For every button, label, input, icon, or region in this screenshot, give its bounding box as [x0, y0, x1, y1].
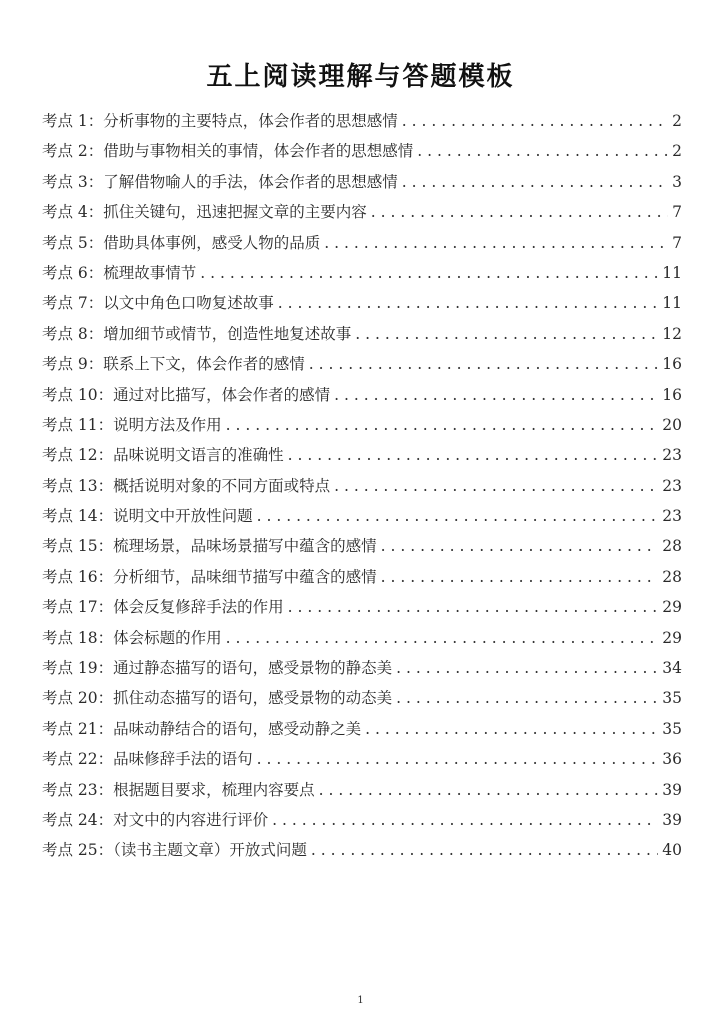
toc-entry-label: 考点 14：说明文中开放性问题: [42, 507, 253, 526]
toc-entry-label: 考点 7：以文中角色口吻复述故事: [42, 294, 274, 313]
toc-entry[interactable]: [42, 383, 682, 413]
toc-entry-page: 34: [662, 659, 682, 678]
toc-entry-page: 29: [662, 628, 682, 647]
toc-entry-label: 考点 13：概括说明对象的不同方面或特点: [42, 476, 331, 495]
toc-entry-label: 考点 23：根据题目要求，梳理内容要点: [42, 780, 315, 799]
toc-leader-dots: [381, 537, 659, 555]
toc-leader-dots: [288, 446, 659, 464]
toc-entry[interactable]: [42, 504, 682, 534]
toc-leader-dots: [402, 173, 668, 191]
toc-entry-label: 考点 11：说明方法及作用: [42, 415, 222, 434]
toc-entry-page: 23: [662, 446, 682, 465]
toc-entry[interactable]: [42, 109, 682, 139]
toc-leader-dots: [324, 234, 668, 252]
toc-entry-page: 28: [662, 537, 682, 556]
toc-entry-label: 考点 22：品味修辞手法的语句: [42, 750, 253, 769]
toc-entry[interactable]: [42, 200, 682, 230]
toc-entry-page: 16: [662, 385, 682, 404]
toc-entry[interactable]: [42, 261, 682, 291]
toc-entry[interactable]: [42, 717, 682, 747]
toc-entry-label: 考点 16：分析细节，品味细节描写中蕴含的感情: [42, 567, 377, 586]
toc-entry[interactable]: [42, 413, 682, 443]
toc-entry-page: 23: [662, 476, 682, 495]
toc-entry-label: 考点 2：借助与事物相关的事情，体会作者的思想感情: [42, 142, 414, 161]
toc-entry-page: 23: [662, 507, 682, 526]
toc-leader-dots: [309, 355, 658, 373]
toc-entry[interactable]: [42, 747, 682, 777]
toc-leader-dots: [355, 325, 658, 343]
table-of-contents: [42, 109, 682, 869]
toc-leader-dots: [288, 598, 659, 616]
toc-entry-label: 考点 17：体会反复修辞手法的作用: [42, 598, 284, 617]
document-title: 五上阅读理解与答题模板: [206, 62, 515, 92]
toc-leader-dots: [417, 142, 668, 160]
toc-leader-dots: [396, 689, 658, 707]
toc-entry-page: 40: [662, 841, 682, 860]
toc-entry-page: 35: [662, 689, 682, 708]
toc-entry-page: 7: [672, 203, 682, 222]
toc-leader-dots: [381, 568, 659, 586]
toc-leader-dots: [334, 386, 658, 404]
toc-entry[interactable]: [42, 474, 682, 504]
toc-entry[interactable]: [42, 170, 682, 200]
toc-leader-dots: [257, 507, 659, 525]
toc-entry-label: 考点 4：抓住关键句，迅速把握文章的主要内容: [42, 203, 367, 222]
toc-entry[interactable]: [42, 565, 682, 595]
toc-entry[interactable]: [42, 322, 682, 352]
toc-leader-dots: [311, 841, 658, 859]
toc-entry[interactable]: [42, 231, 682, 261]
toc-entry-label: 考点 24：对文中的内容进行评价: [42, 810, 269, 829]
toc-entry[interactable]: [42, 443, 682, 473]
toc-entry-label: 考点 9：联系上下文，体会作者的感情: [42, 355, 305, 374]
toc-entry-page: 11: [662, 263, 682, 282]
toc-leader-dots: [371, 203, 668, 221]
toc-entry[interactable]: [42, 352, 682, 382]
toc-entry[interactable]: [42, 626, 682, 656]
toc-leader-dots: [278, 294, 658, 312]
toc-leader-dots: [365, 720, 658, 738]
toc-leader-dots: [396, 659, 658, 677]
toc-entry-label: 考点 18：体会标题的作用: [42, 628, 222, 647]
toc-entry[interactable]: [42, 656, 682, 686]
toc-leader-dots: [272, 811, 658, 829]
toc-entry[interactable]: [42, 534, 682, 564]
toc-entry-label: 考点 1：分析事物的主要特点，体会作者的思想感情: [42, 112, 398, 130]
toc-entry-label: 考点 6：梳理故事情节: [42, 263, 197, 282]
toc-leader-dots: [257, 750, 659, 768]
toc-entry-label: 考点 25：（读书主题文章）开放式问题: [42, 841, 307, 860]
toc-entry-page: 12: [662, 324, 682, 343]
toc-entry-label: 考点 20：抓住动态描写的语句，感受景物的动态美: [42, 689, 393, 708]
toc-entry-page: 2: [672, 142, 682, 161]
toc-entry-page: 7: [672, 233, 682, 252]
toc-entry-page: 28: [662, 567, 682, 586]
toc-entry-page: 20: [662, 415, 682, 434]
toc-entry[interactable]: [42, 139, 682, 169]
toc-entry-page: 35: [662, 719, 682, 738]
toc-entry-page: 16: [662, 355, 682, 374]
toc-entry-page: 39: [662, 810, 682, 829]
toc-leader-dots: [402, 112, 668, 130]
toc-entry-page: 11: [662, 294, 682, 313]
toc-leader-dots: [200, 264, 658, 282]
toc-entry-label: 考点 19：通过静态描写的语句，感受景物的静态美: [42, 659, 393, 678]
toc-entry-label: 考点 8：增加细节或情节，创造性地复述故事: [42, 324, 352, 343]
toc-leader-dots: [226, 416, 659, 434]
toc-entry-label: 考点 15：梳理场景，品味场景描写中蕴含的感情: [42, 537, 377, 556]
toc-entry-page: 2: [672, 112, 682, 130]
toc-entry-page: 29: [662, 598, 682, 617]
toc-entry[interactable]: [42, 808, 682, 838]
toc-entry-label: 考点 12：品味说明文语言的准确性: [42, 446, 284, 465]
toc-leader-dots: [334, 477, 658, 495]
toc-entry-page: 39: [662, 780, 682, 799]
toc-entry-label: 考点 3：了解借物喻人的手法，体会作者的思想感情: [42, 172, 398, 191]
toc-entry-label: 考点 10：通过对比描写，体会作者的感情: [42, 385, 331, 404]
toc-entry-label: 考点 5：借助具体事例，感受人物的品质: [42, 233, 321, 252]
toc-entry-label: 考点 21：品味动静结合的语句，感受动静之美: [42, 719, 362, 738]
page-number: 1: [357, 995, 364, 1006]
toc-entry-page: 36: [662, 750, 682, 769]
toc-leader-dots: [226, 629, 659, 647]
toc-entry-page: 3: [672, 172, 682, 191]
toc-entry[interactable]: [42, 838, 682, 868]
toc-entry[interactable]: [42, 778, 682, 808]
toc-entry[interactable]: [42, 686, 682, 716]
toc-leader-dots: [319, 781, 659, 799]
toc-entry[interactable]: [42, 291, 682, 321]
toc-entry[interactable]: [42, 595, 682, 625]
